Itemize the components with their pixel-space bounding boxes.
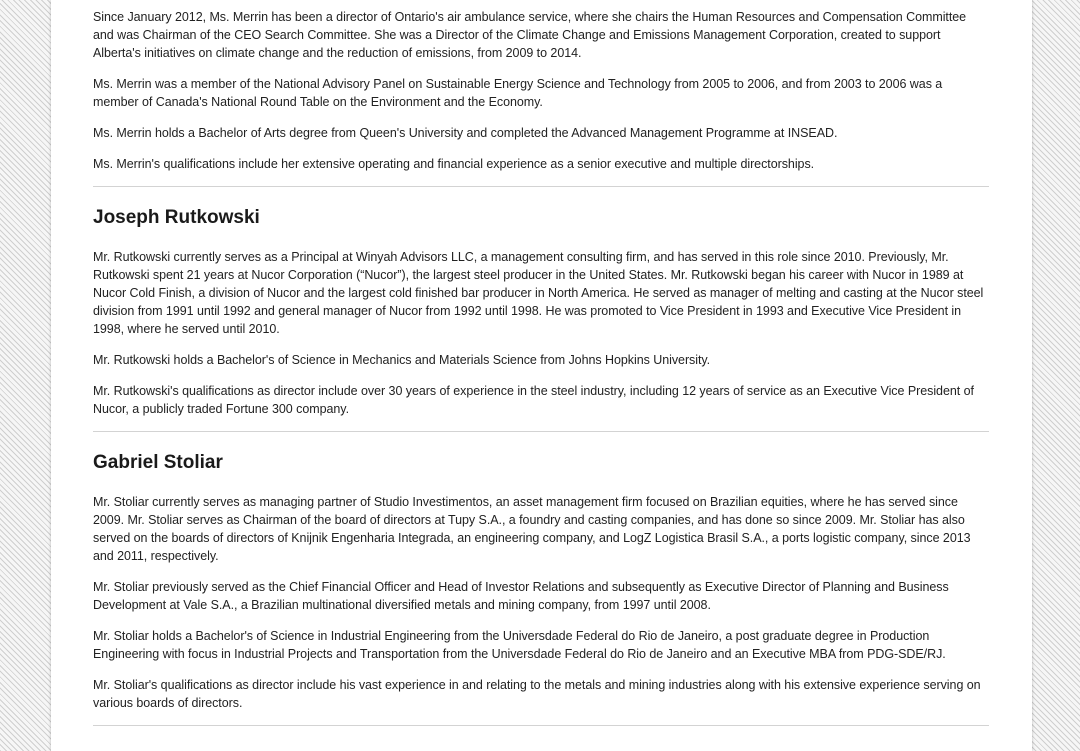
merrin-bio-section (93, 8, 989, 173)
director-name-heading: Joseph Rutkowski (93, 207, 260, 228)
section-divider (93, 431, 989, 432)
director-section-rutkowski (93, 207, 989, 418)
bio-paragraph: Ms. Merrin's qualifications include her extensive operating and financial experience as a senior executive and multiple directorships. (93, 157, 815, 171)
bio-paragraph: Ms. Merrin was a member of the National Advisory Panel on Sustainable Energy Science and Technology from 2005 to 2006, and from 2003 to 2006 was a member of Canada's National Round Table on the Environment and the Economy. (93, 77, 943, 109)
section-divider (93, 186, 989, 187)
director-name-heading: Gabriel Stoliar (93, 452, 223, 473)
bio-paragraph: Mr. Rutkowski's qualifications as director include over 30 years of experience in the steel industry, including 12 years of service as an Executive Vice President of Nucor, a publicly traded Fortune 300 company. (93, 384, 974, 416)
bio-paragraph: Mr. Stoliar currently serves as managing partner of Studio Investimentos, an asset management firm focused on Brazilian equities, where he has served since 2009. Mr. Stoliar serves as Chairman of the board of directors at Tupy S.A., a foundry and casting companies, and has done so since 2009. Mr. Stoliar has also served on the boards of directors of Knijnik Engenharia Integrada, an engineering company, and LogZ Logistica Brasil S.A., a ports logistic company, since 2013 and 2011, respectively. (93, 495, 971, 563)
bio-paragraph: Mr. Rutkowski currently serves as a Principal at Winyah Advisors LLC, a management consulting firm, and has served in this role since 2010. Previously, Mr. Rutkowski spent 21 years at Nucor Corporation (“Nucor”), the largest steel producer in the United States. Mr. Rutkowski began his career with Nucor in 1989 at Nucor Cold Finish, a division of Nucor and the largest cold finished bar producer in North America. He served as manager of melting and casting at the Nucor steel division from 1991 until 1992 and general manager of Nucor from 1992 until 1998. He was promoted to Vice President in 1993 and Executive Vice President in 1998, where he served until 2010. (93, 250, 984, 336)
document-content (93, 8, 989, 726)
bio-paragraph: Ms. Merrin holds a Bachelor of Arts degree from Queen's University and completed the Advanced Management Programme at INSEAD. (93, 126, 838, 140)
bio-paragraph: Mr. Rutkowski holds a Bachelor's of Science in Mechanics and Materials Science from Johns Hopkins University. (93, 353, 711, 367)
bio-paragraph: Mr. Stoliar's qualifications as director include his vast experience in and relating to the metals and mining industries along with his extensive experience serving on various boards of directors. (93, 678, 981, 710)
bio-paragraph: Mr. Stoliar holds a Bachelor's of Science in Industrial Engineering from the Universdade Federal do Rio de Janeiro, a post graduate degree in Production Engineering with focus in Industrial Projects and Transportation from the Universdade Federal do Rio de Janeiro and an Executive MBA from PDG-SDE/RJ. (93, 629, 946, 661)
document-page (51, 0, 1032, 751)
section-divider (93, 725, 989, 726)
bio-paragraph: Since January 2012, Ms. Merrin has been a director of Ontario's air ambulance service, where she chairs the Human Resources and Compensation Committee and was Chairman of the CEO Search Committee. She was a Director of the Climate Change and Emissions Management Corporation, created to support Alberta's initiatives on climate change and the reduction of emissions, from 2009 to 2014. (93, 10, 967, 60)
bio-paragraph: Mr. Stoliar previously served as the Chief Financial Officer and Head of Investor Relations and subsequently as Executive Director of Planning and Business Development at Vale S.A., a Brazilian multinational diversified metals and mining company, from 1997 until 2008. (93, 580, 949, 612)
director-section-stoliar (93, 452, 989, 712)
